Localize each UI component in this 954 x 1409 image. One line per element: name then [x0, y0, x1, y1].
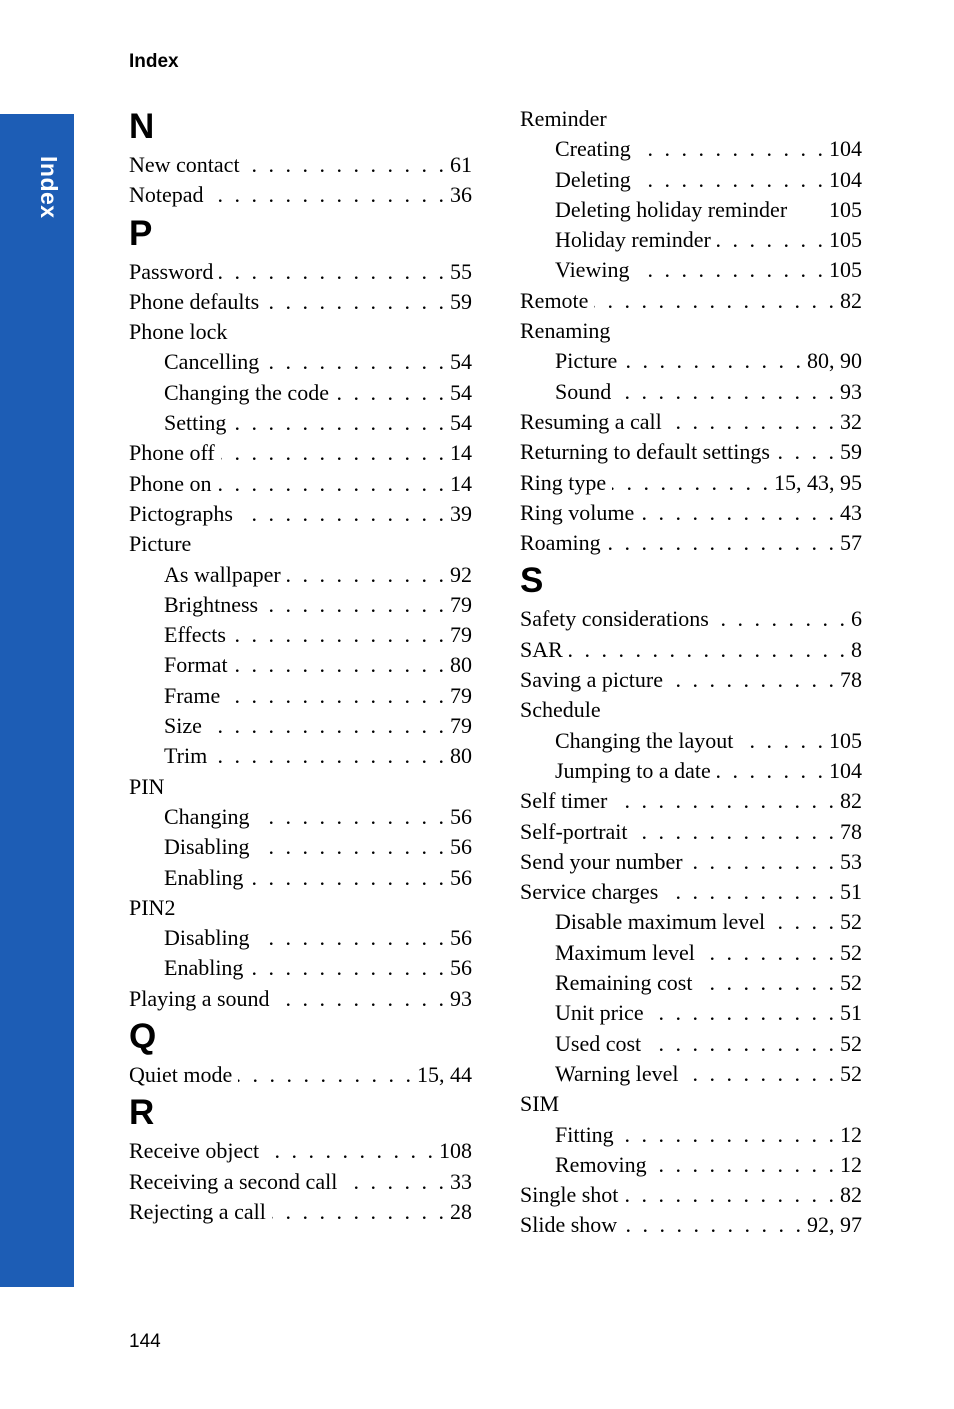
index-column-right: [520, 104, 862, 1241]
entry-pages: 56: [450, 955, 472, 981]
entry-term: Changing: [164, 803, 250, 829]
entry-term: Pictographs: [129, 500, 233, 526]
dot-leader: [276, 984, 447, 1014]
dot-leader: [623, 1210, 804, 1240]
entry-term: Maximum level: [555, 939, 695, 965]
dot-leader: [569, 635, 848, 665]
entry-term: Disabling: [164, 925, 250, 951]
dot-leader: [771, 907, 837, 937]
dot-leader: [717, 756, 826, 786]
entry-pages: 12: [840, 1121, 862, 1147]
dot-leader: [637, 134, 826, 164]
dot-leader: [701, 938, 837, 968]
entry-pages: 105: [829, 196, 862, 222]
index-entry: [129, 1136, 472, 1166]
dot-leader: [221, 438, 447, 468]
entry-term: Picture: [555, 348, 618, 374]
entry-term: Ring volume: [520, 499, 635, 525]
entry-term: Phone on: [129, 470, 212, 496]
entry-term: Brightness: [164, 591, 259, 617]
index-subentry: [520, 726, 862, 756]
index-subentry: [129, 863, 472, 893]
dot-leader: [635, 255, 826, 285]
index-entry: [129, 1197, 472, 1227]
index-entry: [129, 499, 472, 529]
entry-term: Holiday reminder: [555, 227, 711, 253]
index-entry: [129, 469, 472, 499]
index-entry: [520, 817, 862, 847]
index-subentry: [520, 255, 862, 285]
index-entry: [520, 604, 862, 634]
dot-leader: [249, 863, 447, 893]
entry-term: Reminder: [520, 106, 607, 131]
entry-term: Deleting holiday reminder: [555, 196, 788, 222]
dot-leader: [640, 498, 837, 528]
entry-term: Single shot: [520, 1182, 619, 1208]
dot-leader: [256, 802, 447, 832]
index-entry: [520, 786, 862, 816]
entry-pages: 55: [450, 258, 472, 284]
dot-leader: [594, 286, 837, 316]
section-letter: R: [129, 1093, 155, 1133]
entry-term: Sound: [555, 378, 612, 404]
entry-term: Trim: [164, 743, 208, 769]
entry-pages: 93: [840, 378, 862, 404]
dot-leader: [219, 257, 447, 287]
entry-term: Viewing: [555, 257, 630, 283]
entry-pages: 79: [450, 713, 472, 739]
index-entry: [520, 316, 862, 346]
index-entry: [129, 772, 472, 802]
side-tab-label: Index: [36, 156, 62, 219]
entry-term: Remaining cost: [555, 970, 693, 996]
entry-pages: 32: [840, 408, 862, 434]
entry-term: Warning level: [555, 1060, 679, 1086]
dot-leader: [218, 469, 448, 499]
entry-term: Deleting: [555, 166, 631, 192]
entry-pages: 14: [450, 440, 472, 466]
dot-leader: [617, 377, 837, 407]
dot-leader: [239, 499, 447, 529]
section-letter: S: [520, 561, 544, 601]
entry-term: PIN2: [129, 894, 176, 920]
entry-pages: 59: [450, 288, 472, 314]
entry-term: Disable maximum level: [555, 909, 766, 935]
dot-leader: [664, 877, 837, 907]
running-header: Index: [129, 51, 179, 72]
entry-term: Fitting: [555, 1121, 614, 1147]
entry-pages: 78: [840, 818, 862, 844]
entry-term: SAR: [520, 636, 563, 662]
dot-leader: [232, 408, 447, 438]
entry-pages: 33: [450, 1168, 472, 1194]
index-subentry: [129, 650, 472, 680]
entry-term: Format: [164, 652, 228, 678]
section-letter: N: [129, 107, 155, 146]
dot-leader: [265, 287, 447, 317]
index-entry: [520, 528, 862, 558]
entry-term: Slide show: [520, 1212, 618, 1238]
dot-leader: [689, 847, 837, 877]
dot-leader: [739, 726, 826, 756]
index-subentry: [520, 346, 862, 376]
entry-pages: 108: [439, 1138, 472, 1164]
entry-pages: 57: [840, 530, 862, 556]
dot-leader: [715, 604, 848, 634]
entry-term: Jumping to a date: [555, 757, 711, 783]
entry-pages: 56: [450, 834, 472, 860]
index-entry: [520, 665, 862, 695]
index-entry: [129, 984, 472, 1014]
index-subentry: [129, 923, 472, 953]
dot-leader: [335, 378, 447, 408]
index-subentry: [520, 195, 862, 225]
index-subentry: [129, 832, 472, 862]
dot-leader: [210, 180, 447, 210]
entry-pages: 43: [840, 499, 862, 525]
dot-leader: [226, 681, 447, 711]
entry-term: Disabling: [164, 834, 250, 860]
entry-pages: 59: [840, 439, 862, 465]
dot-leader: [669, 665, 837, 695]
index-subentry: [520, 938, 862, 968]
dot-leader: [776, 437, 837, 467]
entry-pages: 79: [450, 591, 472, 617]
index-subentry: [520, 1029, 862, 1059]
entry-pages: 28: [450, 1198, 472, 1224]
dot-leader: [265, 1136, 436, 1166]
entry-pages: 52: [840, 1030, 862, 1056]
entry-pages: 15, 44: [417, 1062, 472, 1088]
entry-term: Unit price: [555, 1000, 644, 1026]
entry-pages: 80: [450, 743, 472, 769]
entry-term: Receiving a second call: [129, 1168, 338, 1194]
index-subentry: [520, 756, 862, 786]
section-letter: P: [129, 213, 153, 253]
index-subentry: [520, 165, 862, 195]
index-entry: [129, 438, 472, 468]
index-entry: [129, 287, 472, 317]
entry-pages: 105: [829, 727, 862, 753]
entry-term: Password: [129, 258, 214, 284]
index-subentry: [129, 347, 472, 377]
index-subentry: [129, 681, 472, 711]
dot-leader: [637, 165, 826, 195]
entry-term: SIM: [520, 1091, 560, 1117]
entry-term: Rejecting a call: [129, 1198, 266, 1224]
index-entry: [520, 1089, 862, 1119]
entry-term: Notepad: [129, 182, 204, 208]
index-entry: [520, 407, 862, 437]
entry-pages: 79: [450, 682, 472, 708]
dot-leader: [620, 1120, 837, 1150]
entry-term: Changing the code: [164, 379, 329, 405]
index-subentry: [520, 1150, 862, 1180]
index-subentry: [129, 590, 472, 620]
dot-leader: [238, 1060, 414, 1090]
dot-leader: [232, 620, 447, 650]
entry-pages: 104: [829, 757, 862, 783]
index-subentry: [129, 741, 472, 771]
entry-term: Creating: [555, 136, 631, 162]
entry-term: Playing a sound: [129, 985, 270, 1011]
entry-pages: 14: [450, 470, 472, 496]
index-subentry: [129, 711, 472, 741]
dot-leader: [249, 953, 447, 983]
entry-term: Quiet mode: [129, 1062, 233, 1088]
index-entry: [520, 695, 862, 725]
entry-term: Phone defaults: [129, 288, 260, 314]
index-entry: [520, 437, 862, 467]
dot-leader: [213, 741, 447, 771]
entry-term: Roaming: [520, 530, 601, 556]
entry-pages: 80: [450, 652, 472, 678]
entry-pages: 104: [829, 166, 862, 192]
entry-pages: 56: [450, 925, 472, 951]
index-entry: [520, 1180, 862, 1210]
index-subentry: [520, 998, 862, 1028]
index-entry: [520, 1210, 862, 1240]
dot-leader: [684, 1059, 837, 1089]
entry-term: Receive object: [129, 1138, 260, 1164]
index-entry: [520, 104, 862, 134]
entry-pages: 6: [851, 606, 862, 632]
entry-term: Returning to default settings: [520, 439, 770, 465]
entry-pages: 79: [450, 622, 472, 648]
index-entry: [520, 498, 862, 528]
entry-term: Saving a picture: [520, 667, 663, 693]
index-subentry: [520, 907, 862, 937]
index-subentry: [520, 1059, 862, 1089]
index-subentry: [520, 968, 862, 998]
dot-leader: [650, 998, 837, 1028]
index-entry: [520, 635, 862, 665]
dot-leader: [343, 1167, 447, 1197]
entry-pages: 82: [840, 788, 862, 814]
entry-pages: 54: [450, 349, 472, 375]
index-entry: [129, 893, 472, 923]
entry-pages: 78: [840, 667, 862, 693]
side-tab: [0, 114, 74, 1287]
dot-leader: [634, 817, 837, 847]
entry-term: Changing the layout: [555, 727, 734, 753]
entry-term: Setting: [164, 410, 227, 436]
dot-leader: [624, 1180, 837, 1210]
index-subentry: [520, 225, 862, 255]
index-entry: [129, 257, 472, 287]
index-entry: [520, 847, 862, 877]
index-entry: [129, 150, 472, 180]
dot-leader: [698, 968, 837, 998]
entry-term: Enabling: [164, 864, 244, 890]
index-entry: [129, 529, 472, 559]
entry-pages: 92, 97: [807, 1212, 862, 1238]
index-subentry: [129, 560, 472, 590]
index-entry: [129, 180, 472, 210]
entry-term: As wallpaper: [164, 561, 281, 587]
entry-term: Self timer: [520, 788, 608, 814]
entry-term: Remote: [520, 287, 589, 313]
entry-pages: 53: [840, 848, 862, 874]
entry-pages: 52: [840, 939, 862, 965]
entry-pages: 15, 43, 95: [774, 469, 862, 495]
entry-pages: 51: [840, 1000, 862, 1026]
dot-leader: [653, 1150, 837, 1180]
dot-leader: [612, 468, 771, 498]
index-subentry: [129, 802, 472, 832]
entry-pages: 105: [829, 227, 862, 253]
entry-pages: 93: [450, 985, 472, 1011]
entry-pages: 39: [450, 500, 472, 526]
entry-pages: 52: [840, 1060, 862, 1086]
entry-pages: 52: [840, 909, 862, 935]
entry-pages: 92: [450, 561, 472, 587]
dot-leader: [272, 1197, 447, 1227]
section-letter: Q: [129, 1017, 157, 1057]
entry-term: Used cost: [555, 1030, 642, 1056]
entry-term: Self-portrait: [520, 818, 628, 844]
dot-leader: [246, 150, 447, 180]
entry-pages: 82: [840, 1182, 862, 1208]
index-column-left: [129, 104, 472, 1227]
entry-term: New contact: [129, 152, 240, 177]
entry-pages: 51: [840, 879, 862, 905]
entry-term: Cancelling: [164, 349, 260, 375]
index-entry: [520, 877, 862, 907]
entry-term: Ring type: [520, 469, 607, 495]
index-entry: [129, 1060, 472, 1090]
entry-term: PIN: [129, 773, 165, 799]
entry-pages: 36: [450, 182, 472, 208]
dot-leader: [668, 407, 837, 437]
dot-leader: [264, 590, 447, 620]
entry-pages: 52: [840, 970, 862, 996]
entry-pages: 104: [829, 136, 862, 162]
index-entry: [129, 1167, 472, 1197]
index-subentry: [520, 1120, 862, 1150]
entry-term: Frame: [164, 682, 221, 708]
index-subentry: [129, 408, 472, 438]
entry-pages: 56: [450, 864, 472, 890]
entry-pages: 82: [840, 287, 862, 313]
entry-term: Resuming a call: [520, 408, 662, 434]
index-subentry: [520, 134, 862, 164]
entry-term: Safety considerations: [520, 606, 709, 632]
index-subentry: [129, 620, 472, 650]
entry-term: Removing: [555, 1151, 647, 1177]
entry-term: Service charges: [520, 879, 659, 905]
dot-leader: [647, 1029, 837, 1059]
index-entry: [520, 468, 862, 498]
dot-leader: [256, 832, 447, 862]
entry-pages: 54: [450, 410, 472, 436]
index-entry: [520, 286, 862, 316]
entry-term: Enabling: [164, 955, 244, 981]
entry-term: Schedule: [520, 697, 601, 723]
dot-leader: [234, 650, 447, 680]
page-number: 144: [129, 1331, 161, 1352]
dot-leader: [208, 711, 447, 741]
dot-leader: [287, 560, 447, 590]
entry-term: Size: [164, 713, 202, 739]
index-entry: [129, 317, 472, 347]
dot-leader: [613, 786, 837, 816]
index-subentry: [129, 378, 472, 408]
entry-pages: 8: [851, 636, 862, 662]
entry-pages: 80, 90: [807, 348, 862, 374]
entry-term: Picture: [129, 531, 192, 557]
dot-leader: [607, 528, 837, 558]
index-subentry: [520, 377, 862, 407]
entry-pages: 61: [450, 152, 472, 177]
entry-term: Phone off: [129, 440, 215, 466]
entry-term: Renaming: [520, 318, 611, 344]
entry-term: Send your number: [520, 848, 683, 874]
index-subentry: [129, 953, 472, 983]
dot-leader: [717, 225, 826, 255]
entry-term: Phone lock: [129, 319, 228, 345]
entry-pages: 56: [450, 803, 472, 829]
entry-term: Effects: [164, 622, 226, 648]
dot-leader: [256, 923, 447, 953]
dot-leader: [623, 346, 804, 376]
entry-pages: 105: [829, 257, 862, 283]
entry-pages: 54: [450, 379, 472, 405]
entry-pages: 12: [840, 1151, 862, 1177]
dot-leader: [265, 347, 447, 377]
